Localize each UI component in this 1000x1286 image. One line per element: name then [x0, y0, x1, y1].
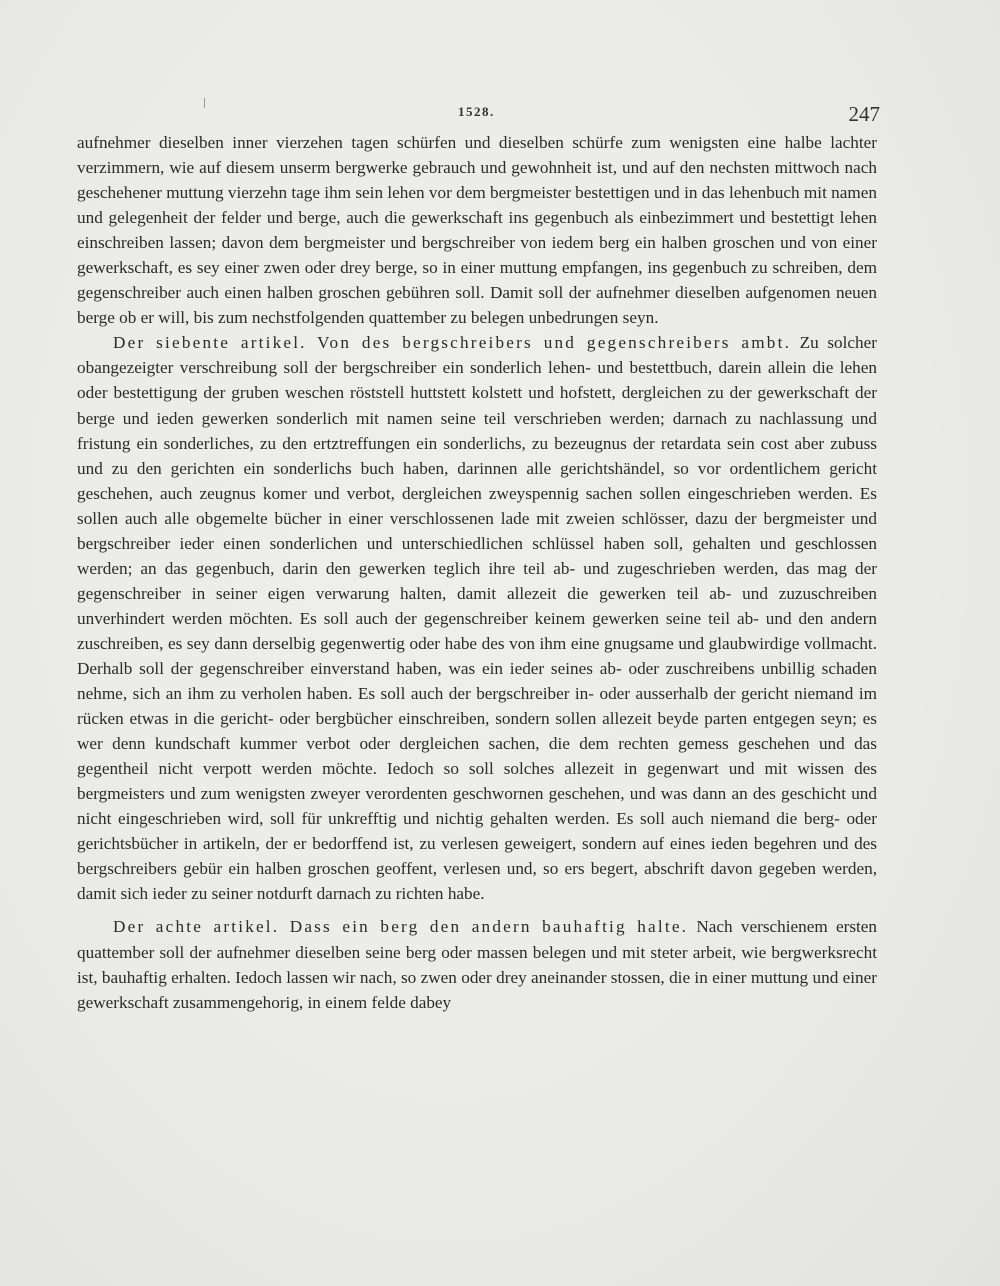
paragraph-article-7: [77, 330, 877, 906]
page-number: 247: [848, 102, 880, 126]
paragraph-article-8: [77, 914, 877, 1014]
stray-mark: [204, 98, 205, 108]
article-7-heading: Der siebente artikel. Von des bergschreibers und gegenschreibers ambt.: [113, 333, 792, 353]
running-header-year: 1528.: [458, 104, 495, 119]
article-8-text: Nach verschienem ersten quattember soll der aufnehmer dieselben seine berg oder massen belegen und mit steter arbeit, wie bergwerksrecht ist, bauhaftig erhalten. Iedoch lassen wir nach, so zwen oder drey aneinander stossen, die in einer muttung und einer gewerkschaft zusammengehorig, in einem felde dabey: [77, 917, 878, 1012]
body-text: [77, 130, 877, 1015]
paragraph-continuation: aufnehmer dieselben inner vierzehen tagen schürfen und dieselben schürfe zum wenigsten eine halbe lachter verzimmern, wie auf diesem unserm bergwerke gebrauch und gewohnheit ist, und auf den nechsten mittwoch nach geschehener muttung vierzehn tage ihm sein lehen vor dem bergmeister bestettigen und in das lehenbuch mit namen und gelegenheit der felder und berge, auch die gewerkschaft ins gegenbuch als einbezimmert und bestettigt lehen einschreiben lassen; davon dem bergmeister und bergschreiber von iedem berg ein halben groschen und von einer gewerkschaft, es sey einer zwen oder drey berge, so in einer muttung empfangen, ins gegenbuch zu schreiben, dem gegenschreiber auch einen halben groschen gebühren soll. Damit soll der aufnehmer dieselben aufgenomen neuen berge ob er will, bis zum nechstfolgenden quattember zu belegen unbedrungen seyn.: [77, 133, 877, 328]
article-7-text: Zu solcher obangezeigter verschreibung soll der bergschreiber ein sonderlich lehen- und bestettbuch, darein allein die lehen oder bestettigung der gruben weschen röststell huttstett kolstett und hofstett, dergleichen zu der gewerkschaft der berge und ieden gewerken sonderlich mit namen seine teil verschrieben werden; darnach zu nachlassung und fristung ein sonderliches, zu den ertztreffungen ein sonderlichs, zu bezeugnus der retardata sein cost aber zubuss und zu den gerichten ein sonderlichs buch haben, darinnen alle gerichtshändel, so vor ordentlichem gericht geschehen, auch zeugnus komer und verbot, dergleichen zweyspennig sachen sollen eingeschrieben werden. Es sollen auch alle obgemelte bücher in einer verschlossenen lade mit zweien schlösser, dazu der bergmeister und bergschreiber ieder einen sonderlichen und unterschiedlichen schlüssel haben soll, gehalten und geschlossen werden; an das gegenbuch, darin den gewerken teglich ihre teil ab- und zugeschrieben werden, das mag der gegenschreiber in seiner eigen verwarung halten, damit allezeit die gewerken teil ab- und zuzuschreiben unverhindert werden möchten. Es soll auch der gegenschreiber keinem gewerken seine teil ab- und den andern zuschreiben, es sey dann derselbig gegenwertig oder habe des von ihm eine gnugsame und glaubwirdige vollmacht. Derhalb soll der gegenschreiber einverstand haben, was ein ieder seines ab- oder zuschreibens unbillig schaden nehme, sich an ihm zu verholen haben. Es soll auch der bergschreiber in- oder ausserhalb der gericht niemand im rücken etwas in die gericht- oder bergbücher einschreiben, sondern sollen allezeit beyde parten entgegen seyn; es wer denn kundschaft kummer verbot oder dergleichen sachen, die dem rechten gemess geschehen und das gegentheil nicht verpott werden möchte. Iedoch so soll solches allezeit in gegenwart und mit wissen des bergmeisters und zum wenigsten zweyer verordenten geschwornen geschehen, und was dann an des geschicht und nicht eingeschrieben wird, soll für unkrefftig und nichtig gehalten werden. Es soll auch niemand die berg- oder gerichtsbücher in artikeln, der er bedorffend ist, zu verlesen geweigert, sondern auf eines ieden begehren und des bergschreibers gebür ein halben groschen geoffent, verlesen und, so ers begert, abschrift davon gegeben werden, damit sich ieder zu seiner notdurft darnach zu richten habe.: [77, 333, 877, 904]
article-8-heading: Der achte artikel. Dass ein berg den andern bauhaftig halte.: [113, 917, 689, 937]
